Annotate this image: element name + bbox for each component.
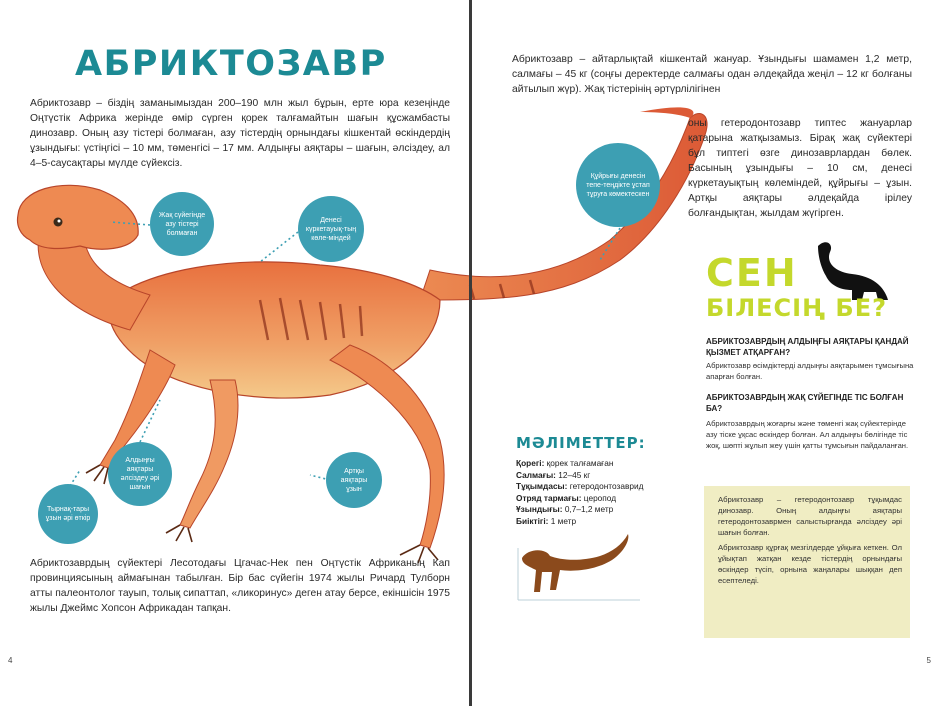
callout-front-legs	[108, 442, 172, 506]
info-box-para-2: Абриктозавр құрғақ мезгілдерде ұйқыға кеткен. Ол ұйықтап жатқан кезде тістердің орнындағы өскіндер түсіп, орнына жаңалары шыққан деп есептеледі.	[718, 543, 902, 585]
fact-row: Қорегі: қорек талғамаған	[516, 458, 614, 468]
did-you-know-heading-1: СЕН	[706, 251, 798, 295]
callout-body-text: Денесі күркетауық-тың көле-міндей	[305, 216, 357, 242]
callout-claws	[38, 484, 98, 544]
callout-claws-text: Тырнақ-тары ұзын әрі өткір	[45, 506, 91, 522]
page-title: АБРИКТОЗАВР	[75, 44, 387, 84]
callout-tail-text: Құйрығы денесін тепе-теңдікте ұстап тұруға көмектескен	[586, 172, 650, 198]
question-2: АБРИКТОЗАВРДЫҢ ЖАҚ СҮЙЕГІНДЕ ТІС БОЛҒАН БА?	[706, 393, 904, 413]
answer-2: Абриктозаврдың жоғарғы және төменгі жақ сүйектерінде азу тіске ұқсас өскіндер болған. Ал алдыңғы бөлігінде тіс жоқ, шөпті жұлып жеу үшін қатты тұмсығын пайдаланған.	[706, 419, 909, 450]
answer-1: Абриктозавр өсімдіктерді алдыңғы аяқтарымен тұмсығына апарған болған.	[706, 361, 914, 381]
facts-heading: МӘЛІМЕТТЕР:	[516, 434, 646, 452]
callout-tail	[576, 143, 660, 227]
fact-row: Тұқымдасы: гетеродонтозаврид	[516, 481, 644, 491]
did-you-know-heading-2: БІЛЕСІҢ БЕ?	[706, 294, 888, 322]
book-gutter	[469, 0, 472, 706]
discovery-paragraph: Абриктозаврдың сүйектері Лесотодағы Цгачас-Нек пен Оңтүстік Африканың Кап провинциясының аймағынан табылған. Бір бас сүйегін 1974 жылы Ричард Тулборн атты палеонтолог тауып, толық сипаттап, «ликоринус» деген атау берсе, екіншісін 1975 жылы Джеймс Хопсон Африкадан тапқан.	[30, 558, 450, 614]
dino-silhouette-icon	[518, 534, 640, 600]
right-column-paragraph: оны гетеродонтозавр типтес жануарлар қатарына жатқызамыз. Бірақ жақ сүйектері бұл типтегі өзге динозаврлардан бөлек. Басының ұзындығы – 10 см, денесі күркетауықтың көлеміндей, құйрығы – ұзын. Артқы аяқтары әлдеқайда ірілеу болғандықтан, жылдам жүгірген.	[688, 118, 912, 219]
callout-jaw-text: Жақ сүйегінде азу тістері болмаған	[158, 211, 206, 237]
question-1: АБРИКТОЗАВРДЫҢ АЛДЫҢҒЫ АЯҚТАРЫ ҚАНДАЙ ҚЫЗМЕТ АТҚАРҒАН?	[706, 337, 909, 357]
page-number-right: 5	[926, 656, 931, 665]
facts-list	[516, 458, 643, 527]
fact-row: Ұзындығы: 0,7–1,2 метр	[516, 504, 614, 514]
page-number-left: 4	[8, 656, 13, 665]
info-box-para-1: Абриктозавр – гетеродонтозавр тұқымдас динозавр. Оның алдыңғы аяқтары гетеродонтозаврмен салыстырғанда әлсіздеу әрі шағын болған.	[718, 495, 902, 537]
right-top-paragraph: Абриктозавр – айтарлықтай кішкентай жануар. Ұзындығы шамамен 1,2 метр, салмағы – 45 кг (соңғы деректерде салмағы одан әлдеқайда жеңіл – 12 кг болғаны айтылып жүр). Жақ тістерінің әртүрлілігінен	[512, 54, 912, 95]
sauropod-silhouette-icon	[818, 242, 888, 300]
fact-row: Биіктігі: 1 метр	[516, 515, 577, 526]
callout-jaw	[150, 192, 214, 256]
fact-row: Салмағы: 12–45 кг	[516, 469, 591, 480]
callout-back-legs	[326, 452, 382, 508]
info-box-text	[718, 494, 902, 586]
callout-body	[298, 196, 364, 262]
intro-paragraph: Абриктозавр – біздің заманымыздан 200–190 млн жыл бұрын, ерте юра кезеңінде Оңтүстік Африка жерінде өмір сүрген қорек талғамайтын шағын құсжамбасты динозавр. Оның азу тістері болмаған, азу тістердің орнындағы кішкентай өскіндердің ұзындығы: үстіңгісі – 10 мм, төменгісі – 17 мм. Алдыңғы аяқтары – шағын, әлсіздеу, ал 4–5-саусақтары мүлде сүйексіз.	[30, 98, 450, 169]
fact-row: Отряд тармағы: церопод	[516, 492, 617, 503]
callout-front-legs-text: Алдыңғы аяқтары әлсіздеу әрі шағын	[120, 457, 160, 491]
callout-back-legs-text: Артқы аяқтары ұзын	[340, 467, 368, 493]
